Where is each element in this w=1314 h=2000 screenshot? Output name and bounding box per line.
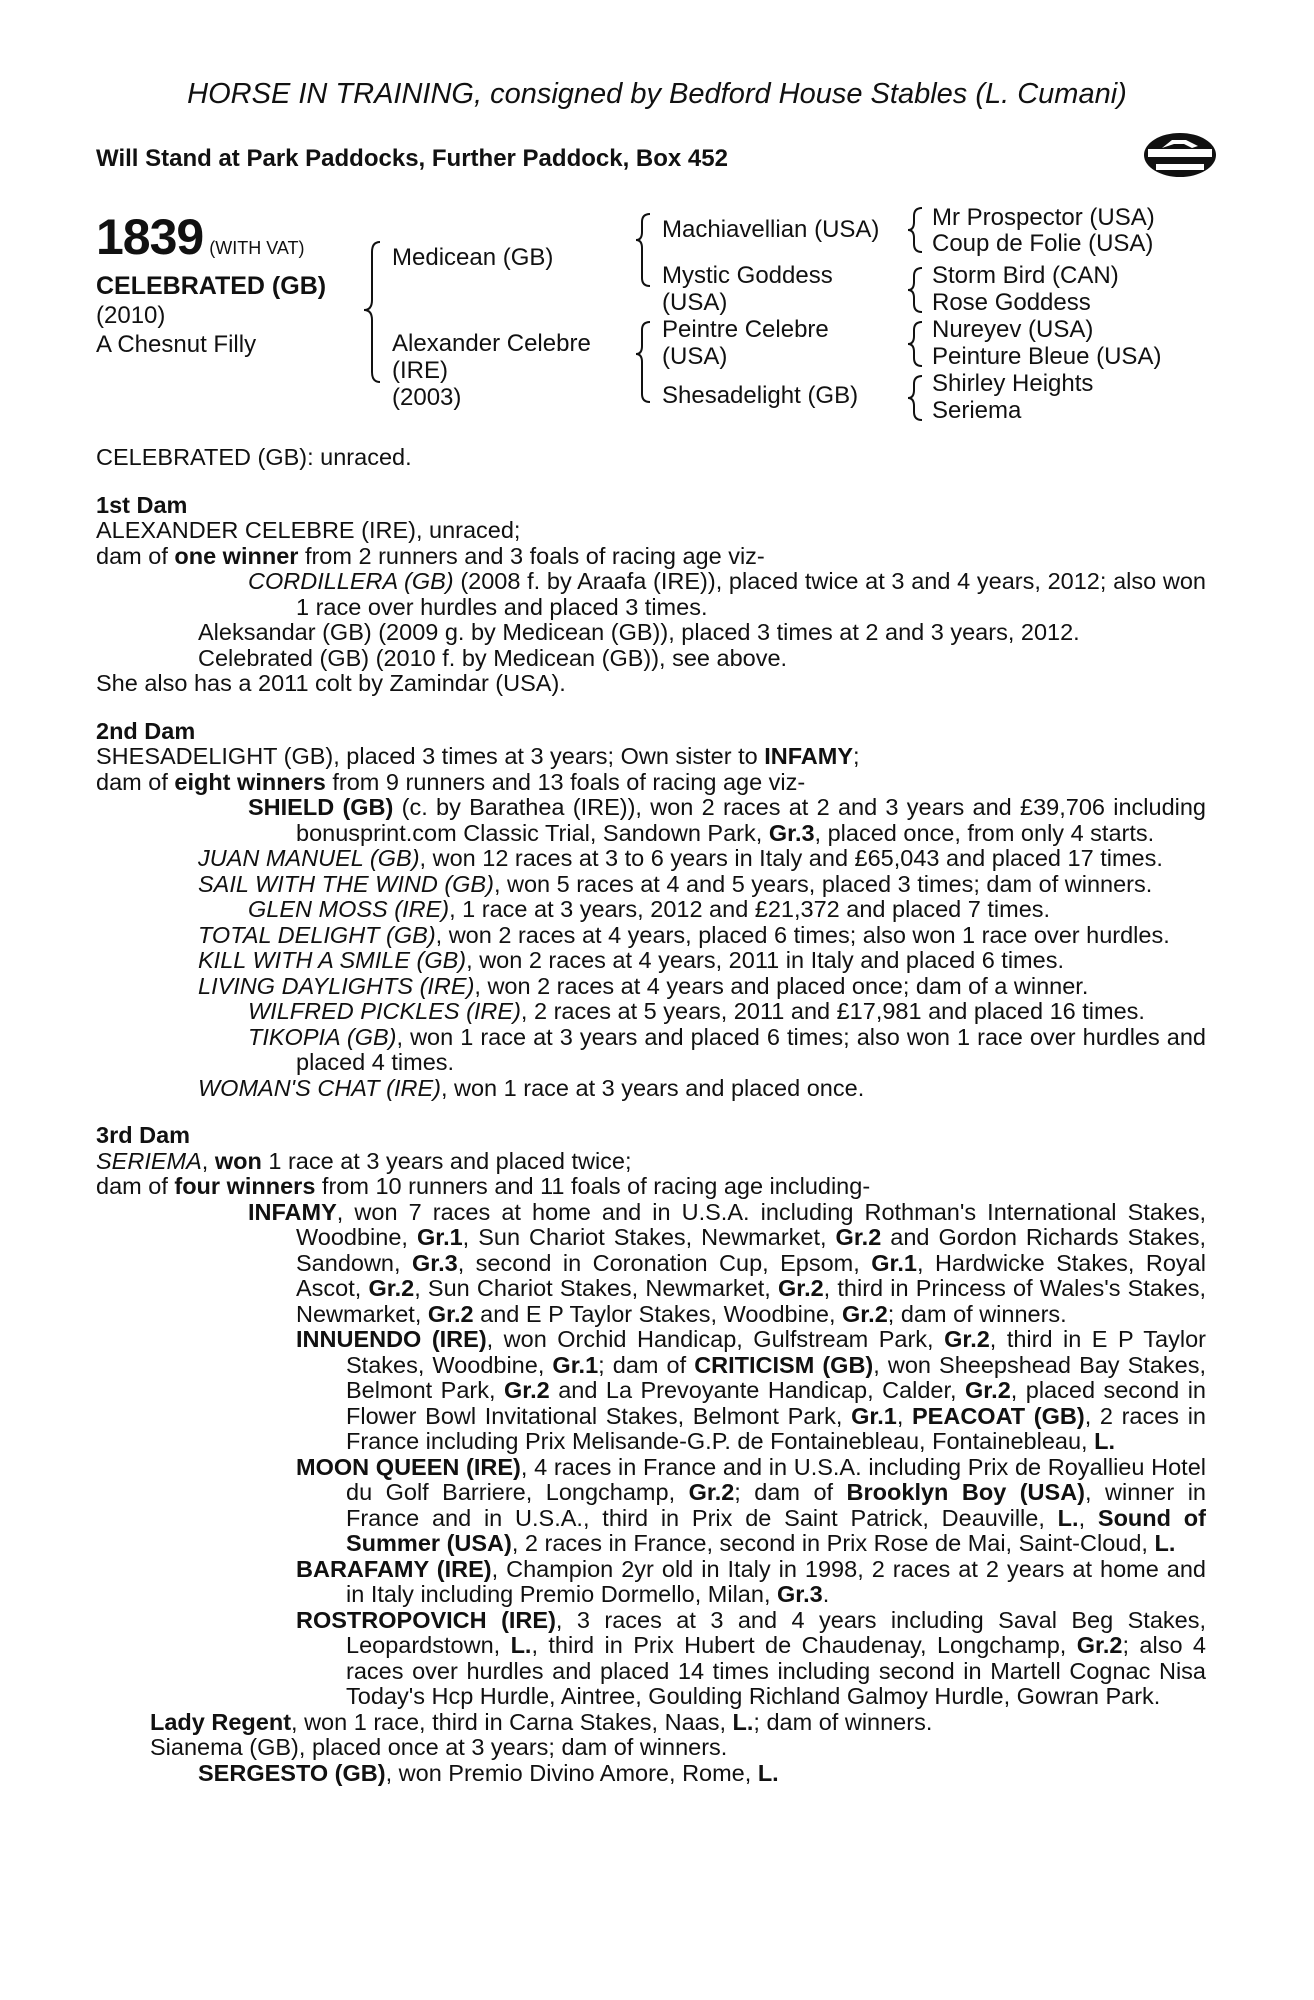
produce-entry: Aleksandar (GB) (2009 g. by Medicean (GB)), placed 3 times at 2 and 3 years, 2012. xyxy=(198,619,1080,645)
produce-note: She also has a 2011 colt by Zamindar (USA). xyxy=(96,670,566,696)
text: , 4 races in France and in U.S.A. including Prix de Royallieu Hotel du Golf Barriere, Longchamp, xyxy=(346,1453,1206,1505)
grade: L. xyxy=(1057,1504,1079,1531)
pedigree-sire-sire: Machiavellian (USA) xyxy=(662,216,880,243)
text: , xyxy=(896,1402,912,1429)
second-dam-heading: 2nd Dam xyxy=(96,717,196,744)
pedigree-dam-name: Alexander Celebre xyxy=(392,330,591,357)
produce-entry xyxy=(96,1455,1206,1557)
pedigree-dam-dam: Shesadelight (GB) xyxy=(662,382,859,409)
horse-name: PEACOAT (GB) xyxy=(912,1402,1085,1429)
first-dam-heading: 1st Dam xyxy=(96,491,188,518)
text: ; dam of winners. xyxy=(753,1708,933,1735)
text: , won Sheepshead Bay Stakes, Belmont Park, xyxy=(346,1351,1206,1403)
pedigree-sdd: Rose Goddess xyxy=(932,289,1091,316)
produce-entry xyxy=(96,999,1206,1025)
produce-entry: Sianema (GB), placed once at 3 years; dam of winners. xyxy=(150,1734,728,1760)
horse-name: INFAMY xyxy=(764,743,854,769)
second-dam-produce-summary xyxy=(96,770,1206,796)
text: , won Premio Divino Amore, Rome, xyxy=(385,1759,758,1786)
text: , Champion 2yr old in Italy in 1998, 2 races at 2 years at home and in Italy including Premio Dormello, Milan, xyxy=(346,1555,1206,1607)
grade: L. xyxy=(510,1632,532,1658)
grade: L. xyxy=(1094,1428,1115,1454)
text: from 9 runners and 13 foals of racing age viz- xyxy=(325,768,806,795)
horse-name: ROSTROPOVICH (IRE) xyxy=(296,1606,556,1633)
vat-note: (WITH VAT) xyxy=(209,238,305,258)
produce-entry xyxy=(96,1327,1206,1455)
intro-line: CELEBRATED (GB): unraced. xyxy=(96,444,412,470)
horse-year: (2010) xyxy=(96,302,166,329)
stand-location: Will Stand at Park Paddocks, Further Paddock, Box 452 xyxy=(96,145,728,172)
produce-entry xyxy=(96,923,1206,949)
pedigree-sss: Mr Prospector (USA) xyxy=(932,204,1155,231)
grade: Gr.2 xyxy=(777,1275,824,1301)
text: from 2 runners and 3 foals of racing age viz- xyxy=(298,542,765,569)
grade: Gr.2 xyxy=(368,1275,415,1301)
text: , third in Princess of Wales's Stakes, Newmarket, xyxy=(296,1275,1206,1327)
text: . xyxy=(822,1581,830,1607)
produce-entry xyxy=(96,1025,1206,1076)
text: from 10 runners and 11 foals of racing age including- xyxy=(315,1173,871,1199)
pedigree-dam-country: (IRE) xyxy=(392,357,448,384)
pedigree-dam-sire-name: Peintre Celebre xyxy=(662,316,829,343)
produce-entry xyxy=(96,795,1206,846)
produce-entry xyxy=(96,948,1206,974)
grade: Gr.2 xyxy=(688,1479,735,1505)
produce-entry xyxy=(96,1076,1206,1102)
horse-name: Sound of Summer (USA) xyxy=(346,1504,1206,1556)
text: ; dam of winners. xyxy=(887,1300,1067,1327)
grade: L. xyxy=(732,1708,754,1735)
horse-name: Lady Regent xyxy=(150,1708,292,1735)
grade: Gr.1 xyxy=(416,1224,463,1250)
pedigree-sds: Storm Bird (CAN) xyxy=(932,262,1119,289)
text: , won 5 races at 4 and 5 years, placed 3 times; dam of winners. xyxy=(493,870,1153,897)
first-dam-line: ALEXANDER CELEBRE (IRE), unraced; xyxy=(96,517,521,543)
grade: Gr.3 xyxy=(411,1249,458,1276)
grade: L. xyxy=(757,1759,779,1786)
pedigree-dam-sire-country: (USA) xyxy=(662,343,728,370)
pedigree-dam xyxy=(392,330,591,411)
text: , 1 race at 3 years, 2012 and £21,372 and placed 7 times. xyxy=(449,896,1051,922)
text: , 2 races in France including Prix Melisande-G.P. de Fontainebleau, Fontainebleau, xyxy=(346,1402,1206,1454)
text: , xyxy=(201,1147,215,1174)
text: , 2 races at 5 years, 2011 and £17,981 and placed 16 times. xyxy=(520,998,1145,1024)
text: (c. by Barathea (IRE)), won 2 races at 2 and 3 years and £39,706 including bonusprint.com Classic Trial, Sandown Park, xyxy=(296,794,1206,846)
text: , 2 races in France, second in Prix Rose de Mai, Saint-Cloud, xyxy=(511,1530,1155,1556)
horse-name: KILL WITH A SMILE (GB) xyxy=(198,947,467,973)
produce-entry xyxy=(96,872,1206,898)
horse-name: SERIEMA xyxy=(96,1147,202,1174)
winners-count: eight winners xyxy=(174,768,326,795)
third-dam-heading: 3rd Dam xyxy=(96,1122,191,1148)
text: , won 2 races at 4 years, placed 6 times; also won 1 race over hurdles. xyxy=(435,921,1170,948)
grade: Gr.2 xyxy=(504,1377,550,1403)
text: , Sun Chariot Stakes, Newmarket, xyxy=(414,1275,778,1301)
text: , won 1 race at 3 years and placed once. xyxy=(440,1074,865,1101)
pedigree-dsd: Peinture Bleue (USA) xyxy=(932,343,1162,370)
produce-entry xyxy=(96,897,1206,923)
grade: Gr.1 xyxy=(552,1351,599,1378)
catalogue-body xyxy=(96,445,1206,1786)
grade: Gr.2 xyxy=(944,1326,990,1352)
text: , winner in France and in U.S.A., third in Prix de Saint Patrick, Deauville, xyxy=(346,1479,1206,1531)
text: , won Orchid Handicap, Gulfstream Park, xyxy=(486,1326,945,1352)
text: ; also 4 races over hurdles and placed 14 times including second in Martell Cognac Nisa Today's Hcp Hurdle, Aintree, Goulding Richland Galmoy Hurdle, Gowran Park. xyxy=(346,1632,1206,1709)
produce-entry xyxy=(96,974,1206,1000)
horse-name: LIVING DAYLIGHTS (IRE) xyxy=(198,972,475,999)
grade: Gr.2 xyxy=(842,1300,888,1327)
text: , Sun Chariot Stakes, Newmarket, xyxy=(462,1224,836,1250)
horse-name: WILFRED PICKLES (IRE) xyxy=(248,998,521,1024)
text: , won 7 races at home and in U.S.A. including Rothman's International Stakes, Woodbine, xyxy=(296,1198,1206,1250)
text: , placed second in Flower Bowl Invitational Stakes, Belmont Park, xyxy=(346,1377,1207,1429)
pedigree-sire-dam xyxy=(662,262,833,316)
text: 1 race at 3 years and placed twice; xyxy=(261,1147,632,1174)
text: dam of xyxy=(96,542,175,569)
horse-name: INNUENDO (IRE) xyxy=(296,1326,487,1352)
pedigree-sire-dam-country: (USA) xyxy=(662,289,728,316)
grade: Gr.2 xyxy=(1076,1632,1123,1658)
produce-entry xyxy=(96,1608,1206,1710)
pedigree-sire-dam-name: Mystic Goddess xyxy=(662,262,833,289)
horse-name: MOON QUEEN (IRE) xyxy=(296,1453,521,1480)
text: SHESADELIGHT (GB), placed 3 times at 3 years; Own sister to xyxy=(96,743,765,769)
winners-count: one winner xyxy=(174,542,299,569)
grade: Gr.3 xyxy=(777,1581,823,1607)
grade: Gr.2 xyxy=(835,1224,882,1250)
text: , 3 races at 3 and 4 years including Saval Beg Stakes, Leopardstown, xyxy=(346,1606,1206,1658)
grade: Gr.3 xyxy=(768,819,815,846)
horse-name: SERGESTO (GB) xyxy=(198,1759,386,1786)
text: , xyxy=(1078,1504,1098,1531)
horse-name: CORDILLERA (GB) xyxy=(248,568,454,594)
produce-entry xyxy=(96,569,1206,620)
pedigree-dss: Nureyev (USA) xyxy=(932,316,1094,343)
horse-name: TOTAL DELIGHT (GB) xyxy=(198,921,436,948)
grade: Gr.1 xyxy=(851,1402,897,1429)
text: and E P Taylor Stakes, Woodbine, xyxy=(473,1300,843,1327)
grade: Gr.1 xyxy=(871,1249,917,1276)
pedigree-dam-year: (2003) xyxy=(392,384,462,411)
text: won xyxy=(214,1147,262,1174)
text: , won 12 races at 3 to 6 years in Italy and £65,043 and placed 17 times. xyxy=(419,845,1163,871)
horse-description: A Chesnut Filly xyxy=(96,331,257,358)
first-dam-produce-summary xyxy=(96,544,1206,570)
horse-name: BARAFAMY (IRE) xyxy=(296,1555,492,1582)
produce-entry xyxy=(96,1200,1206,1328)
horse-name: WOMAN'S CHAT (IRE) xyxy=(198,1074,441,1101)
pedigree-ddd: Seriema xyxy=(932,397,1022,424)
pedigree-sire: Medicean (GB) xyxy=(392,244,554,271)
third-dam-produce-summary xyxy=(96,1174,1206,1200)
horse-name: Brooklyn Boy (USA) xyxy=(846,1479,1085,1505)
produce-entry xyxy=(96,1761,1206,1787)
horse-name: CELEBRATED (GB) xyxy=(96,272,327,300)
text: and Gordon Richards Stakes, Sandown, xyxy=(296,1224,1206,1276)
text: ; dam of xyxy=(598,1351,695,1378)
grade: Gr.2 xyxy=(427,1300,474,1327)
pedigree-ssd: Coup de Folie (USA) xyxy=(932,230,1154,257)
produce-entry xyxy=(96,846,1206,872)
text: dam of xyxy=(96,768,175,795)
pedigree-dam-sire xyxy=(662,316,829,370)
horse-name: INFAMY xyxy=(248,1198,337,1225)
text: , won 2 races at 4 years and placed once; dam of a winner. xyxy=(474,972,1089,999)
horse-name: SHIELD (GB) xyxy=(248,794,394,820)
horse-name: GLEN MOSS (IRE) xyxy=(248,896,450,922)
horse-name: SAIL WITH THE WIND (GB) xyxy=(198,870,494,897)
third-dam-line xyxy=(96,1149,1206,1175)
text: , placed once, from only 4 starts. xyxy=(814,819,1155,846)
produce-entry xyxy=(96,1557,1206,1608)
horse-name: CRITICISM (GB) xyxy=(694,1351,874,1378)
second-dam-line xyxy=(96,744,1206,770)
text: , won 1 race, third in Carna Stakes, Naas, xyxy=(291,1708,733,1735)
produce-entry: Celebrated (GB) (2010 f. by Medicean (GB)), see above. xyxy=(198,644,788,671)
text: ; dam of xyxy=(734,1479,847,1505)
text: , second in Coronation Cup, Epsom, xyxy=(457,1249,872,1276)
pedigree-dds: Shirley Heights xyxy=(932,370,1094,397)
text: and La Prevoyante Handicap, Calder, xyxy=(549,1377,966,1403)
winners-count: four winners xyxy=(174,1173,316,1199)
text: , won 1 race at 3 years and placed 6 times; also won 1 race over hurdles and placed 4 times. xyxy=(296,1023,1206,1075)
grade: L. xyxy=(1154,1530,1176,1556)
text: , Hardwicke Stakes, Royal Ascot, xyxy=(296,1249,1206,1301)
lot-number: 1839 xyxy=(96,209,204,265)
text: (2008 f. by Araafa (IRE)), placed twice at 3 and 4 years, 2012; also won 1 race over hurdles and placed 3 times. xyxy=(296,568,1206,620)
text: ; xyxy=(853,743,860,769)
text: , third in E P Taylor Stakes, Woodbine, xyxy=(346,1326,1206,1378)
horse-name: TIKOPIA (GB) xyxy=(248,1023,397,1050)
text: , won 2 races at 4 years, 2011 in Italy and placed 6 times. xyxy=(466,947,1064,973)
text: dam of xyxy=(96,1173,175,1199)
text: , third in Prix Hubert de Chaudenay, Longchamp, xyxy=(531,1632,1077,1658)
horse-name: JUAN MANUEL (GB) xyxy=(198,845,420,871)
catalogue-header: HORSE IN TRAINING, consigned by Bedford House Stables (L. Cumani) xyxy=(187,78,1127,110)
produce-entry xyxy=(96,1710,1206,1736)
grade: Gr.2 xyxy=(965,1377,1011,1403)
